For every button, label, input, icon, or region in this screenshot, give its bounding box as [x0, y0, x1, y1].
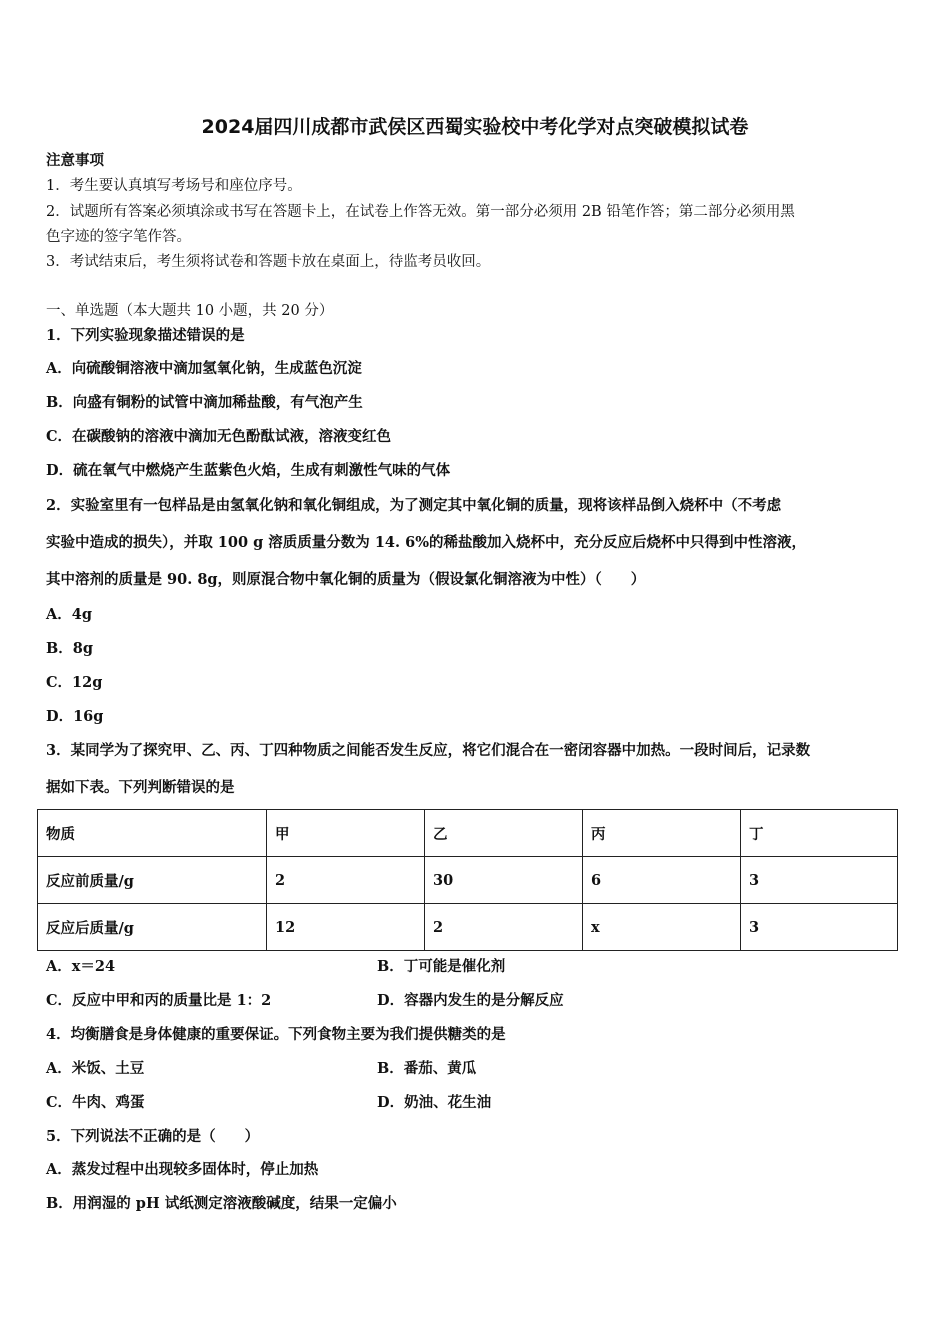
q5-option-b: B．用润湿的 pH 试纸测定溶液酸碱度，结果一定偏小 [46, 1195, 397, 1212]
q1-option-c: C．在碳酸钠的溶液中滴加无色酚酞试液，溶液变红色 [46, 428, 392, 445]
table-cell: 丁 [741, 810, 898, 857]
table-header-row [38, 810, 898, 857]
table-cell: 12 [267, 904, 425, 951]
section-heading: 一、单选题（本大题共 10 小题，共 20 分） [46, 303, 334, 319]
table-cell: 30 [425, 857, 583, 904]
q2-stem-line: 2．实验室里有一包样品是由氢氧化钠和氧化铜组成，为了测定其中氧化铜的质量，现将该样品倒入烧杯中（不考虑 [46, 497, 782, 514]
q4-option-c: C．牛肉、鸡蛋 [46, 1094, 145, 1111]
q3-option-a: A．x＝24 [46, 958, 116, 975]
table-cell: 丙 [583, 810, 741, 857]
q2-option-c: C．12g [46, 674, 103, 691]
q2-option-d: D．16g [46, 708, 104, 725]
q1-stem: 1．下列实验现象描述错误的是 [46, 327, 245, 344]
q4-stem: 4．均衡膳食是身体健康的重要保证。下列食物主要为我们提供糖类的是 [46, 1026, 506, 1043]
notice-item: 3．考试结束后，考生须将试卷和答题卡放在桌面上，待监考员收回。 [46, 254, 491, 270]
mass-table [37, 809, 898, 951]
table-cell: 2 [267, 857, 425, 904]
table-cell: 反应后质量/g [38, 904, 267, 951]
q3-option-d: D．容器内发生的是分解反应 [377, 992, 564, 1009]
notice-heading: 注意事项 [46, 152, 104, 169]
q1-option-d: D．硫在氧气中燃烧产生蓝紫色火焰，生成有刺激性气味的气体 [46, 462, 451, 479]
q3-option-c: C．反应中甲和丙的质量比是 1：2 [46, 992, 272, 1009]
table-row [38, 904, 898, 951]
q3-stem-line: 3．某同学为了探究甲、乙、丙、丁四种物质之间能否发生反应，将它们混合在一密闭容器中加热。一段时间后，记录数 [46, 742, 811, 759]
table-cell: x [583, 904, 741, 951]
q3-stem-line: 据如下表。下列判断错误的是 [46, 779, 235, 796]
table-cell: 3 [741, 904, 898, 951]
q2-option-a: A．4g [46, 606, 92, 623]
table-cell: 乙 [425, 810, 583, 857]
table-cell: 2 [425, 904, 583, 951]
page-title: 2024届四川成都市武侯区西蜀实验校中考化学对点突破模拟试卷 [201, 116, 749, 138]
table-cell: 6 [583, 857, 741, 904]
table-row [38, 857, 898, 904]
q1-option-a: A．向硫酸铜溶液中滴加氢氧化钠，生成蓝色沉淀 [46, 360, 362, 377]
notice-item: 色字迹的签字笔作答。 [46, 229, 191, 245]
q2-option-b: B．8g [46, 640, 93, 657]
q4-option-b: B．番茄、黄瓜 [377, 1060, 477, 1077]
q4-option-d: D．奶油、花生油 [377, 1094, 492, 1111]
q3-option-b: B．丁可能是催化剂 [377, 958, 506, 975]
q5-option-a: A．蒸发过程中出现较多固体时，停止加热 [46, 1161, 319, 1178]
q2-stem-line: 实验中造成的损失），并取 100 g 溶质质量分数为 14. 6%的稀盐酸加入烧杯中，充分反应后烧杯中只得到中性溶液， [46, 534, 806, 551]
q2-stem-line: 其中溶剂的质量是 90. 8g，则原混合物中氧化铜的质量为（假设氯化铜溶液为中性）（ ） [46, 571, 646, 588]
notice-item: 1．考生要认真填写考场号和座位序号。 [46, 178, 302, 194]
table-cell: 反应前质量/g [38, 857, 267, 904]
notice-item: 2．试题所有答案必须填涂或书写在答题卡上，在试卷上作答无效。第一部分必须用 2B 铅笔作答；第二部分必须用黑 [46, 204, 795, 220]
table-cell: 甲 [267, 810, 425, 857]
q5-stem: 5．下列说法不正确的是（ ） [46, 1128, 260, 1145]
table-cell: 3 [741, 857, 898, 904]
table-cell: 物质 [38, 810, 267, 857]
q4-option-a: A．米饭、土豆 [46, 1060, 145, 1077]
q1-option-b: B．向盛有铜粉的试管中滴加稀盐酸，有气泡产生 [46, 394, 363, 411]
